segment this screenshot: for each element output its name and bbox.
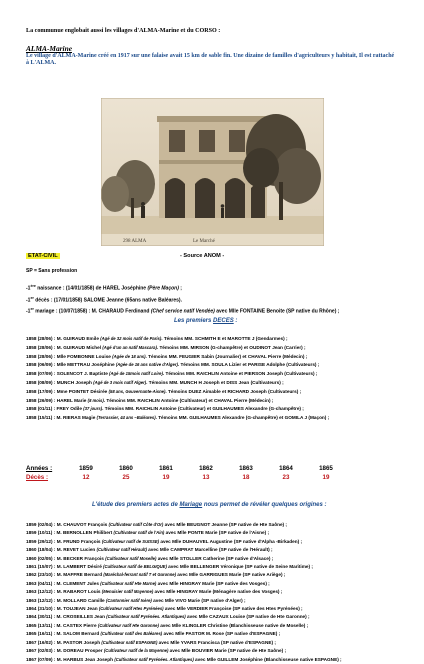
mariage-record-tail: avec Mlle GUILLEM Joséphine (Blanchisseuse native ESPAGNE) ; bbox=[193, 656, 342, 662]
photo-caption: 298 ALMA bbox=[123, 239, 147, 244]
year-cell: 1861 bbox=[159, 465, 173, 472]
mariage-record-tail: avec Mlle STOLLER Catherine (SP native d'Alsace) ; bbox=[156, 555, 274, 561]
first-record bbox=[26, 305, 339, 317]
deces-record-tail: . Témoins MM. RAICHLIN Antoine et PIERSON Joseph (Cultivateurs) ; bbox=[162, 371, 318, 377]
deces-record bbox=[26, 353, 329, 362]
deces-record-tail: . Témoins MM. FEUGIER Sabin (Journalier) et CHAVAL Pierre (Médecin) ; bbox=[145, 353, 308, 359]
mariage-record-note: (Cultivateur natif Htes Pyrénées) bbox=[98, 606, 164, 612]
mariage-record-tail: avec Mlle BELLENGER Véronique (SP native de Seine Maritime) ; bbox=[166, 564, 313, 570]
first-record-sup: er bbox=[30, 307, 34, 312]
mariage-record bbox=[26, 521, 342, 529]
first-record bbox=[26, 282, 339, 294]
deces-record-text: 1858 (28/06) : Mlle FOMBONNE Louise bbox=[26, 353, 113, 359]
mariage-record-text: 1859 (02/04) : M. CHAUVOT François bbox=[26, 522, 109, 527]
mariage-record bbox=[26, 613, 342, 621]
first-record-text: naissance : (14/01/1858) de HAREL Joséphine bbox=[35, 285, 148, 292]
mariage-record-note: (Cultivateur natif de l'Ain) bbox=[113, 530, 165, 536]
mariage-record-text: 1859 (29/12) : M. FRUND François bbox=[26, 538, 102, 544]
mariage-record bbox=[26, 630, 342, 638]
deces-record-note: (Agée de 16 ans native d'Alger) bbox=[115, 362, 178, 368]
deces-record bbox=[26, 361, 329, 370]
deces-section-title: Les premiers DECES : bbox=[174, 318, 238, 324]
year-cell: 1862 bbox=[199, 465, 213, 472]
deces-record bbox=[26, 388, 329, 397]
mariage-record-note: (Cultivateur natif Côte d'Or) bbox=[108, 522, 164, 527]
deces-record-text: 1858 (28/06) : M. GUIRAUD Michel bbox=[26, 344, 103, 350]
mariage-record-tail: avec Mlle VERDIER Françoise (SP native des Htes Pyrénées) ; bbox=[163, 606, 303, 612]
mariage-record-note: (Cultivateur natif des Baléares) bbox=[100, 631, 163, 637]
mariage-record-text: 1865 (16/11) : M. SALOM Bernard bbox=[26, 631, 101, 637]
mariage-record-tail: avec Mlle PONTE Marie (SP native de l'Aisne) ; bbox=[164, 530, 270, 536]
mariage-record-text: 1863 (12/12) : M. MOLLARD Camille bbox=[26, 597, 106, 603]
deces-record-tail: . Témoins MM. SOULA Lizier et PARISE Adolphe (Cultivateurs) ; bbox=[177, 362, 320, 368]
deces-count-cell: 13 bbox=[202, 474, 210, 481]
first-record-prefix: -1 bbox=[26, 308, 31, 315]
deces-record bbox=[26, 335, 329, 344]
mariage-record-tail: avec Mlle VIVO Marie (SP native d'Alger) ; bbox=[151, 597, 246, 603]
mariage-record bbox=[26, 597, 342, 605]
mariage-record-text: 1867 (02/03) : M. DOREAU Prosper bbox=[26, 648, 104, 654]
deces-record-note: (Agé de 32 mois natif de Paris) bbox=[100, 336, 162, 341]
deces-record-note: (37 jours) bbox=[83, 406, 103, 412]
mariage-record-note: (Cultivateur natif Pyrénées. Atlantiques) bbox=[106, 614, 186, 620]
year-cell: 1860 bbox=[119, 465, 133, 472]
source-label: - Source ANOM - bbox=[180, 253, 225, 259]
mariage-record bbox=[26, 605, 342, 613]
intro-text: La communue englobait aussi les villages d'ALMA-Marine et du CORSO : bbox=[26, 28, 221, 34]
deces-count-cell: 18 bbox=[242, 474, 250, 481]
deces-record-note: (58 ans, Gouvernante-Aisne) bbox=[108, 388, 166, 394]
mariage-record-text: 1864 (30/11) : M. CROSEILLES Jean bbox=[26, 614, 107, 620]
first-record-tail: avec Mlle FONTAINE Benoite (SP native du Rhône) ; bbox=[214, 308, 340, 315]
deces-record-text: 1858 (26/09) : HAREL Marie bbox=[26, 397, 88, 403]
mariage-record-tail: avec Mlle KLINGLER Christine (Blanchisseuse native de Moselle) ; bbox=[158, 622, 309, 628]
mariage-section-title: L'étude des premiers actes de Mariage nous permet de révéler quelques origines : bbox=[92, 502, 327, 508]
deces-record-tail: . Témoins MM. MIRSON (G-champêtre) et OUDINOT Jean (Carrier) ; bbox=[156, 344, 306, 350]
village-photo bbox=[101, 98, 324, 246]
deces-count-cell: 19 bbox=[162, 474, 170, 481]
deces-record-text: 1858 (15/11) : M. RIERAS Magie bbox=[26, 415, 97, 421]
deces-record bbox=[26, 414, 329, 423]
deces-record-tail: . Témoins MM. RAICHLIN Antoine (Cultivateur) et GUILHAUMES Alexandre (G-champêtre) ; bbox=[102, 406, 304, 412]
mariage-record-note: (Cultivateur natif Hte Marne) bbox=[100, 580, 157, 586]
deces-record-text: 1858 (08/09) : MUNCH Joseph bbox=[26, 379, 94, 385]
first-record-prefix: -1 bbox=[26, 297, 31, 304]
mariage-record-note: (Cultivateur natif Hte Garonne) bbox=[97, 622, 159, 628]
mariage-record-note: (Cultivateur natif Pyrénées. Atlantiques) bbox=[114, 656, 194, 662]
first-record bbox=[26, 294, 339, 306]
first-record-tail: ; bbox=[178, 285, 182, 292]
deces-record bbox=[26, 379, 329, 388]
mariage-record-tail: avec Mlle CAMPRAT Marcelline (SP native de l'Hérault) ; bbox=[146, 547, 273, 553]
mariage-record-text: 1863 (12/12) : M. RABAROT Louis bbox=[26, 589, 102, 595]
mariage-record bbox=[26, 546, 342, 554]
year-cell: 1863 bbox=[239, 465, 253, 472]
deces-list bbox=[26, 335, 329, 423]
mariage-record bbox=[26, 571, 342, 579]
first-record-text: mariage : (10/07/1858) : M. CHARAUD Ferdinand bbox=[33, 308, 151, 315]
mariage-record-tail: avec Mlle GARRIGUES Marie (SP native Ariège) ; bbox=[175, 572, 286, 578]
deces-record-note: (8 mois) bbox=[87, 397, 104, 403]
mariage-record-tail: avec Mlle HINGRAY Marie (SP native des Vosges) ; bbox=[156, 580, 270, 586]
etat-civil-label: ETAT-CIVIL bbox=[28, 253, 58, 259]
mariage-record bbox=[26, 538, 342, 546]
mariage-record-note: (Cultivateur natif ESPAGNE) bbox=[101, 639, 158, 645]
mariage-record-note: (Cultivateur natif de SUISSE) bbox=[101, 538, 160, 544]
deces-record-text: 1858 (17/09) : Mme POINTET Désirée bbox=[26, 388, 109, 394]
deces-record-tail: . Témoins MM. SCHMITH E et MAROTTE J (Gendarmes) ; bbox=[161, 336, 288, 341]
mariage-record-tail: avec Mlle CAZAUX Louise (SP native de Hte Garonne) ; bbox=[185, 614, 310, 620]
mariage-record bbox=[26, 529, 342, 537]
sp-note: SP = Sans profession bbox=[26, 268, 78, 274]
deces-record-note: (Terrassier, 44 ans –Baléares) bbox=[96, 415, 156, 421]
deces-record bbox=[26, 397, 329, 406]
mariage-record-tail: avec Mlle BEUGNOT Jeanne (SP native de Hte Saône) ; bbox=[163, 522, 287, 527]
mariage-record-note: (Cultivateur natif Hérault) bbox=[96, 547, 147, 553]
mariage-record-text: 1863 (04/11) : M. CLEMENT Jules bbox=[26, 580, 101, 586]
year-cell: 1865 bbox=[319, 465, 333, 472]
deces-count-cell: 19 bbox=[322, 474, 330, 481]
deces-label: Décès : bbox=[26, 474, 49, 481]
deces-record-note: (Agée de 18 ans) bbox=[112, 353, 146, 359]
deces-count-cell: 25 bbox=[122, 474, 130, 481]
mariage-record-tail: avec Mlle YVARS Francisca (SP native d'ESPAGNE) ; bbox=[157, 639, 276, 645]
deces-record-text: 1858 (01/11) : FREY Odile bbox=[26, 406, 84, 412]
mariage-record-tail: avec Mlle HINGRAY Marie (Ménagère native des Vosges) ; bbox=[153, 589, 283, 595]
year-cell: 1859 bbox=[79, 465, 93, 472]
mariage-record-note: (Maréchal-ferrant natif T et Garonne) bbox=[103, 572, 176, 578]
deces-record bbox=[26, 370, 329, 379]
first-record-note: (Chef service natif Vendée) bbox=[150, 308, 215, 315]
mariage-record-tail: avec Mlle BOUVIER Marie (SP native de Hte Saône) ; bbox=[168, 648, 287, 654]
mariage-record bbox=[26, 580, 342, 588]
deces-record-text: 1858 (28/06) : M. GUIRAUD Emile bbox=[26, 336, 101, 341]
mariage-record bbox=[26, 639, 342, 647]
first-record-sup: er bbox=[30, 295, 34, 300]
photo-caption-right: Le Marché bbox=[193, 239, 215, 244]
first-record-prefix: -1 bbox=[26, 285, 31, 292]
mariage-record bbox=[26, 588, 342, 596]
deces-record-text: 1858 (07/09) : SOLENCOT J. Baptiste bbox=[26, 371, 110, 377]
first-record-text: décès : (17/01/1858) SALOME Jeanne (65ans native Baléares). bbox=[33, 297, 182, 304]
deces-record bbox=[26, 405, 329, 414]
deces-record-tail: . Témoins DUEZ Aimable et RICHARD Joseph (Cultivateurs) ; bbox=[165, 388, 302, 394]
deces-count-cell: 12 bbox=[82, 474, 90, 481]
mariage-record-text: 1860 (18/04) : M. REVET Lucien bbox=[26, 547, 97, 553]
mariage-record-note: (Cultivateur natif de BELGIQUE) bbox=[103, 564, 167, 570]
mariage-list bbox=[26, 521, 342, 664]
deces-record-note: (Agé de 3 mois natif Alger) bbox=[93, 379, 147, 385]
mariage-record-tail: avec Mlle DUHAUVEL Augustine (SP native d'Alpha -Birkaden) ; bbox=[159, 538, 303, 544]
mariage-record-text: 1861 (15/07) : M. LAMBERT Désiré bbox=[26, 564, 104, 570]
mariage-record-text: 1862 (23/10) : M. MAFFRE Bernard bbox=[26, 572, 104, 578]
mariage-record bbox=[26, 656, 342, 664]
years-table bbox=[26, 464, 346, 482]
deces-record-tail: . Témoins MM. GUILHAUMES Alexandre (G-champêtre) et GOMILA J (Maçon) ; bbox=[155, 415, 330, 421]
place-title: ALMA-Marine bbox=[26, 44, 72, 53]
deces-record-note: (Agé de 15mois natif Loire) bbox=[109, 371, 163, 377]
mariage-record-note: (Cantonnier natif Isère) bbox=[105, 597, 152, 603]
years-label: Années : bbox=[26, 465, 53, 472]
mariage-record-note: (Menuisier natif Mayenne) bbox=[101, 589, 154, 595]
mariage-record bbox=[26, 647, 342, 655]
mariage-record-text: 1867 (16/02) : M. PASTOR Joseph bbox=[26, 639, 102, 645]
deces-record-text: 1858 (06/09) : Mlle METTRAU Joséphine bbox=[26, 362, 116, 368]
deces-record-note: (Agé d'un an natif Mascara) bbox=[102, 344, 157, 350]
mariage-record bbox=[26, 555, 342, 563]
deces-row bbox=[26, 473, 346, 482]
first-record-sup: ère bbox=[30, 284, 36, 288]
mariage-record-text: 1859 (10/11) : M. BERNOLLEN Philibert bbox=[26, 530, 114, 536]
mariage-record bbox=[26, 622, 342, 630]
place-description: Le village d'ALMA-Marine créé en 1917 sur une falaise avait 15 km de sable fin. Une dizaine de familles d'agriculteurs y habitait, Il est rattaché à L'ALMA. bbox=[26, 53, 395, 67]
firsts-list bbox=[26, 282, 339, 317]
deces-record-tail: . Témoins MM. MUNCH H Joseph et DISS Jean (Cultivateurs) ; bbox=[146, 379, 284, 385]
mariage-record-tail: avec Mlle PASTOR M. Rose (SP native d'ESPAGNE) ; bbox=[162, 631, 281, 637]
deces-record-tail: . Témoins MM. RAICHLIN Antoine (Cultivateur) et CHAVAL Pierre (Médecin) ; bbox=[103, 397, 274, 403]
mariage-record-text: 1860 (02/05) : M. BECKER François bbox=[26, 555, 106, 561]
year-cell: 1864 bbox=[279, 465, 293, 472]
mariage-record-note: (Cultivateur natif de la Mayenne) bbox=[103, 648, 169, 654]
mariage-record-text: 1865 (13/11) : M. CASTEX Pierre bbox=[26, 622, 98, 628]
deces-count-cell: 23 bbox=[282, 474, 290, 481]
mariage-record bbox=[26, 563, 342, 571]
mariage-record-note: (Cultivateur natif Moselle) bbox=[105, 555, 157, 561]
mariage-record-text: 1864 (31/10) : M. TOUJEAN Jean bbox=[26, 606, 99, 612]
first-record-note: (Père Maçon) bbox=[147, 285, 179, 292]
years-row bbox=[26, 464, 346, 473]
mariage-record-text: 1867 (07/09) : M. HARBUS Jean Joseph bbox=[26, 656, 115, 662]
deces-record bbox=[26, 344, 329, 353]
